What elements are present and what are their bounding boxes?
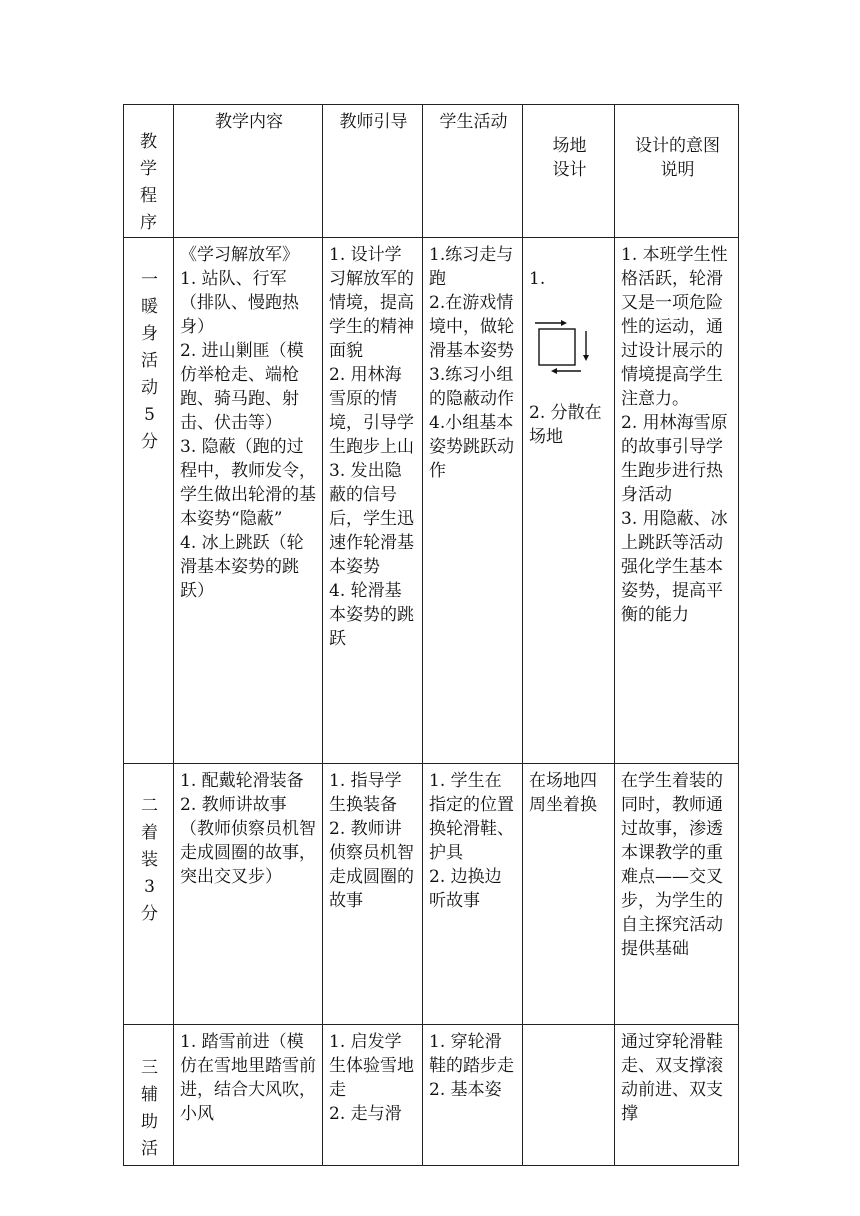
header-teacher: 教师引导 bbox=[323, 105, 423, 238]
stage-char: 活 bbox=[141, 351, 158, 371]
venue-step-1: 1. bbox=[529, 269, 546, 289]
stage-char: 助 bbox=[141, 1112, 158, 1132]
stage-label bbox=[141, 793, 159, 928]
stage-cell bbox=[124, 1025, 174, 1166]
venue-step-2: 2. 分散在场地 bbox=[529, 403, 602, 447]
stage-char: 身 bbox=[141, 324, 158, 344]
stage-char: 分 bbox=[141, 432, 158, 452]
intent-cell: 1. 本班学生性格活跃，轮滑又是一项危险性的运动，通过设计展示的情境提高学生注意力。 2. 用林海雪原的故事引导学生跑步进行热身活动 3. 用隐蔽、冰上跳跃等活动强化学生基本姿势，提高平衡的能力 bbox=[615, 238, 739, 764]
teacher-cell: 1. 设计学习解放军的情境，提高学生的精神面貌 2. 用林海雪原的情境，引导学生跑步上山 3. 发出隐蔽的信号后，学生迅速作轮滑基本姿势 4. 轮滑基本姿势的跳跃 bbox=[323, 238, 423, 764]
content-cell: 《学习解放军》 1. 站队、行军（排队、慢跑热身） 2. 进山剿匪（模仿举枪走、端枪跑、骑马跑、射击、伏击等） 3. 隐蔽（跑的过程中，教师发令，学生做出轮滑的基本姿势“隐蔽” 4. 冰上跳跃（轮滑基本姿势的跳跃） bbox=[174, 238, 323, 764]
student-cell: 1. 穿轮滑鞋的踏步走 2. 基本姿 bbox=[423, 1025, 523, 1166]
venue-cell bbox=[523, 1025, 615, 1166]
lesson-plan-table bbox=[123, 104, 739, 1166]
table-row bbox=[124, 764, 739, 1025]
venue-cell: 在场地四周坐着换 bbox=[523, 764, 615, 1025]
header-content: 教学内容 bbox=[174, 105, 323, 238]
header-procedure bbox=[124, 105, 174, 238]
header-venue-text: 场地设计 bbox=[552, 136, 587, 180]
stage-char: 暖 bbox=[141, 297, 158, 317]
stage-label bbox=[141, 1055, 159, 1163]
stage-char: 活 bbox=[141, 1139, 158, 1159]
stage-cell bbox=[124, 764, 174, 1025]
square-route-diagram bbox=[531, 319, 595, 379]
venue-cell bbox=[523, 238, 615, 764]
header-procedure-text bbox=[140, 129, 158, 237]
stage-char: 着 bbox=[141, 823, 158, 843]
stage-cell bbox=[124, 238, 174, 764]
stage-char: 学 bbox=[140, 159, 157, 179]
student-cell: 1.练习走与跑 2.在游戏情境中，做轮滑基本姿势 3.练习小组的隐蔽动作 4.小组基本姿势跳跃动作 bbox=[423, 238, 523, 764]
stage-char: 5 bbox=[144, 405, 155, 425]
student-cell: 1. 学生在指定的位置换轮滑鞋、护具 2. 边换边听故事 bbox=[423, 764, 523, 1025]
content-cell: 1. 踏雪前进（模仿在雪地里踏雪前进，结合大风吹，小风 bbox=[174, 1025, 323, 1166]
stage-char: 二 bbox=[141, 796, 158, 816]
content-cell: 1. 配戴轮滑装备 2. 教师讲故事（教师侦察员机智走成圆圈的故事，突出交叉步） bbox=[174, 764, 323, 1025]
teacher-cell: 1. 指导学生换装备 2. 教师讲侦察员机智走成圆圈的故事 bbox=[323, 764, 423, 1025]
header-row bbox=[124, 105, 739, 238]
intent-cell: 通过穿轮滑鞋走、双支撑滚动前进、双支撑 bbox=[615, 1025, 739, 1166]
teacher-cell: 1. 启发学生体验雪地走 2. 走与滑 bbox=[323, 1025, 423, 1166]
venue-diagram bbox=[529, 319, 610, 377]
stage-char: 三 bbox=[141, 1058, 158, 1078]
stage-char: 分 bbox=[141, 904, 158, 924]
header-venue bbox=[523, 105, 615, 238]
stage-char: 一 bbox=[141, 270, 158, 290]
stage-char: 程 bbox=[140, 186, 157, 206]
header-intent-text: 设计的意图说明 bbox=[635, 136, 720, 180]
stage-char: 动 bbox=[141, 378, 158, 398]
header-student: 学生活动 bbox=[423, 105, 523, 238]
header-intent bbox=[615, 105, 739, 238]
stage-char: 序 bbox=[140, 213, 157, 233]
intent-cell: 在学生着装的同时，教师通过故事，渗透本课教学的重难点——交叉步，为学生的自主探究活动提供基础 bbox=[615, 764, 739, 1025]
stage-label bbox=[141, 267, 159, 456]
stage-char: 3 bbox=[144, 877, 155, 897]
stage-char: 教 bbox=[140, 132, 157, 152]
table-row bbox=[124, 238, 739, 764]
stage-char: 装 bbox=[141, 850, 158, 870]
table-row bbox=[124, 1025, 739, 1166]
stage-char: 辅 bbox=[141, 1085, 158, 1105]
